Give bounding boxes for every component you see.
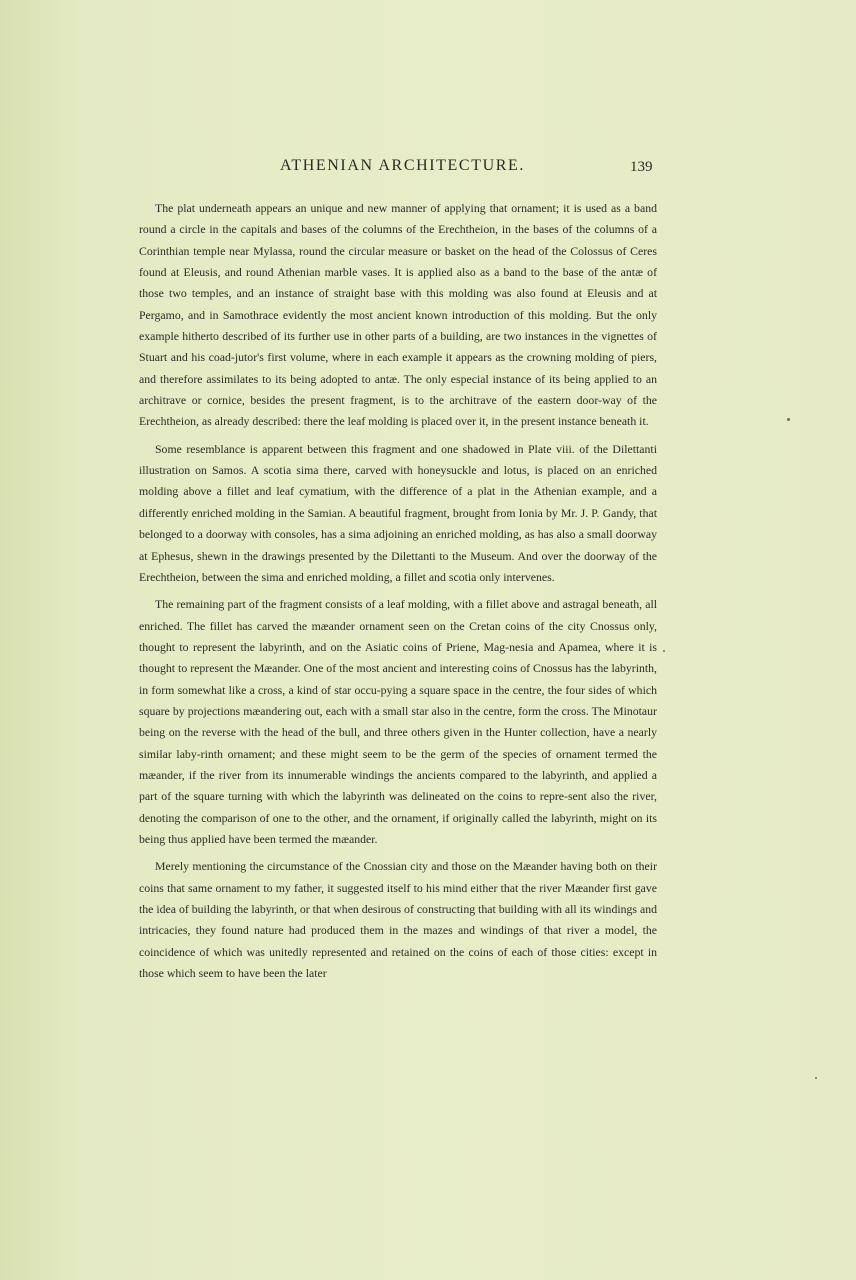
paper-speck: [663, 650, 665, 652]
body-text: [139, 198, 657, 990]
paragraph-3: The remaining part of the fragment consists of a leaf molding, with a fillet above and astragal beneath, all enriched. The fillet has carved the mæander ornament seen on the Cretan coins of the city Cnossus only, thought to represent the labyrinth, and on the Asiatic coins of Priene, Mag-nesia and Apamea, where it is thought to represent the Mæander. One of the most ancient and interesting coins of Cnossus has the labyrinth, in form somewhat like a cross, a kind of star occu-pying a square space in the centre, the four sides of which square by projections mæandering out, each with a small star also in the centre, form the cross. The Minotaur being on the reverse with the head of the bull, and three others given in the Hunter collection, have a nearly similar laby-rinth ornament; and these might seem to be the germ of the species of ornament termed the mæander, if the river from its innumerable windings the ancients compared to the labyrinth, and applied a part of the square turning with which the labyrinth was delineated on the coins to repre-sent also the river, denoting the comparison of one to the other, and the ornament, if originally called the labyrinth, might on its being thus applied have been termed the mæander.: [139, 597, 657, 846]
paper-speck: [815, 1077, 817, 1079]
paper-speck: [787, 418, 790, 421]
running-title: ATHENIAN ARCHITECTURE.: [280, 157, 525, 174]
paragraph-1: The plat underneath appears an unique and new manner of applying that ornament; it is used as a band round a circle in the capitals and bases of the columns of the Erechtheion, in the bases of the columns of a Corinthian temple near Mylassa, round the circular measure or basket on the head of the Colossus of Ceres found at Eleusis, and round Athenian marble vases. It is applied also as a band to the base of the antæ of those two temples, and an instance of straight base with this molding was also found at Eleusis and at Pergamo, and in Samothrace evidently the most ancient known introduction of this molding. But the only example hitherto described of its further use in other parts of a building, are two instances in the vignettes of Stuart and his coad-jutor's first volume, where in each example it appears as the crowning molding of piers, and therefore assimilates to its being adopted to antæ. The only especial instance of its being applied to an architrave or cornice, besides the present fragment, is to the architrave of the eastern door-way of the Erechtheion, as already described: there the leaf molding is placed over it, in the present instance beneath it.: [139, 201, 657, 429]
page-number: 139: [630, 159, 653, 175]
paragraph-2: Some resemblance is apparent between this fragment and one shadowed in Plate viii. of the Dilettanti illustration on Samos. A scotia sima there, carved with honeysuckle and lotus, is placed on an enriched molding above a fillet and leaf cymatium, with the difference of a plat in the Athenian example, and a differently enriched molding in the Samian. A beautiful fragment, brought from Ionia by Mr. J. P. Gandy, that belonged to a doorway with consoles, has a sima adjoining an enriched molding, as has also a small doorway at Ephesus, shewn in the drawings presented by the Dilettanti to the Museum. And over the doorway of the Erechtheion, between the sima and enriched molding, a fillet and scotia only intervenes.: [139, 441, 657, 584]
paragraph-4: Merely mentioning the circumstance of the Cnossian city and those on the Mæander having both on their coins that same ornament to my father, it suggested itself to his mind either that the river Mæander first gave the idea of building the labyrinth, or that when desirous of constructing that building with all its windings and intricacies, they found nature had produced them in the mazes and windings of that river a model, the coincidence of which was unitedly represented and retained on the coins of each of those cities: except in those which seem to have been the later: [139, 859, 657, 981]
